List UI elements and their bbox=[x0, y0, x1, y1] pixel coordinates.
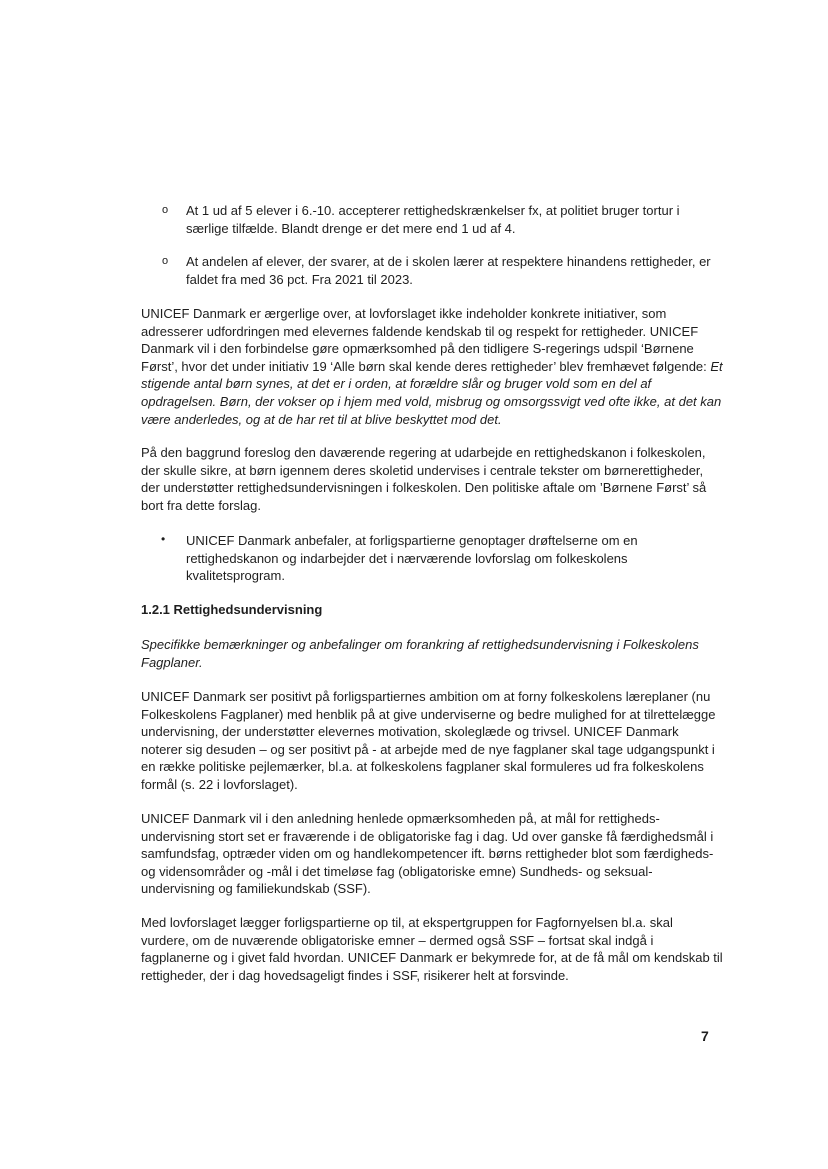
sub-bullet-item bbox=[162, 253, 716, 288]
paragraph-unicef-regret bbox=[141, 305, 723, 428]
paragraph-rights-canon bbox=[141, 444, 723, 514]
paragraph-rights-teaching bbox=[141, 810, 723, 898]
page-number: 7 bbox=[701, 1028, 709, 1044]
heading-text: 1.2.1 Rettighedsundervisning bbox=[141, 602, 323, 617]
recommendation-bullet bbox=[161, 532, 716, 585]
paragraph-text: På den baggrund foreslog den daværende regering at udarbejde en rettighedskanon i folkeskolen, der skulle sikre, at børn igennem deres skoletid undervises i centrale tekster om børnerettigheder, der understøtter rettighedsundervisningen i folkeskolen. Den politiske aftale om ’Børnene Først’ så bort fra dette forslag. bbox=[141, 445, 707, 513]
paragraph-text: Med lovforslaget lægger forligspartierne op til, at ekspertgruppen for Fagfornyelsen bl.a. skal vurdere, om de nuværende obligatoriske emner – dermed også SSF – fortsat skal indgå i fagplanerne og i givet fald hvordan. UNICEF Danmark er bekymrede for, at de få mål om kendskab til rettigheder, der i dag hovedsageligt findes i SSF, risikerer helt at forsvinde. bbox=[141, 915, 723, 983]
paragraph-text bbox=[141, 305, 723, 428]
bullet-dot-icon: • bbox=[161, 532, 166, 546]
recommendation-text: UNICEF Danmark anbefaler, at forligspartierne genoptager drøftelserne om en rettighedskanon og indarbejder det i nærværende lovforslag om folkeskolens kvalitetsprogram. bbox=[186, 533, 638, 584]
paragraph-concern bbox=[141, 914, 723, 984]
intro-text: Specifikke bemærkninger og anbefalinger om forankring af rettighedsundervisning i Folkeskolens Fagplaner. bbox=[141, 637, 699, 670]
circle-bullet-icon: o bbox=[162, 255, 169, 267]
paragraph-curriculum bbox=[141, 688, 723, 794]
paragraph-text: UNICEF Danmark ser positivt på forligspartiernes ambition om at forny folkeskolens læreplaner (nu Folkeskolens Fagplaner) med henblik på at give underviserne og bedre mulighed for at tilrettelægge undervisning, der understøtter elevernes motivation, skoleglæde og trivsel. UNICEF Danmark noterer sig desuden – og ser positivt på - at arbejde med de nye fagplaner skal tage udgangspunkt i en række politiske pejlemærker, bl.a. at folkeskolens fagplaner skal formuleres ud fra folkeskolens formål (s. 22 i lovforslaget). bbox=[141, 689, 716, 792]
paragraph-quote-text: Et stigende antal børn synes, at det er i orden, at forældre slår og bruger vold som en del af opdragelsen. Børn, der vokser op i hjem med vold, misbrug og omsorgssvigt ved ofte ikke, at det kan være anderledes, og at de har ret til at blive beskyttet mod det. bbox=[141, 358, 723, 427]
circle-bullet-icon: o bbox=[162, 204, 169, 216]
italic-intro bbox=[141, 636, 723, 671]
sub-bullet-text: At andelen af elever, der svarer, at de i skolen lærer at respektere hinandens rettigheder, er faldet fra med 36 pct. Fra 2021 til 2023. bbox=[186, 254, 711, 287]
paragraph-normal-text: UNICEF Danmark er ærgerlige over, at lovforslaget ikke indeholder konkrete initiativer, som adresserer udfordringen med elevernes faldende kendskab til og respekt for rettigheder. UNICEF Danmark vil i den forbindelse gøre opmærksomhed på den tidligere S-regerings udspil ‘Børnene Først’, hvor det under initiativ 19 ‘Alle børn skal kende deres rettigheder’ blev fremhævet følgende: bbox=[141, 306, 711, 374]
paragraph-text: UNICEF Danmark vil i den anledning henlede opmærksomheden på, at mål for rettigheds-undervisning stort set er fraværende i de obligatoriske fag i dag. Ud over ganske få færdighedsmål i samfundsfag, optræder viden om og handlekompetencer ift. børns rettigheder blot som færdigheds- og vidensområder og -mål i det timeløse fag (obligatoriske emne) Sundheds- og seksual- undervisning og familiekundskab (SSF). bbox=[141, 811, 714, 897]
sub-bullet-text: At 1 ud af 5 elever i 6.-10. accepterer rettighedskrænkelser fx, at politiet bruger tortur i særlige tilfælde. Blandt drenge er det mere end 1 ud af 4. bbox=[186, 203, 680, 236]
section-heading bbox=[141, 601, 723, 619]
sub-bullet-item bbox=[162, 202, 716, 237]
